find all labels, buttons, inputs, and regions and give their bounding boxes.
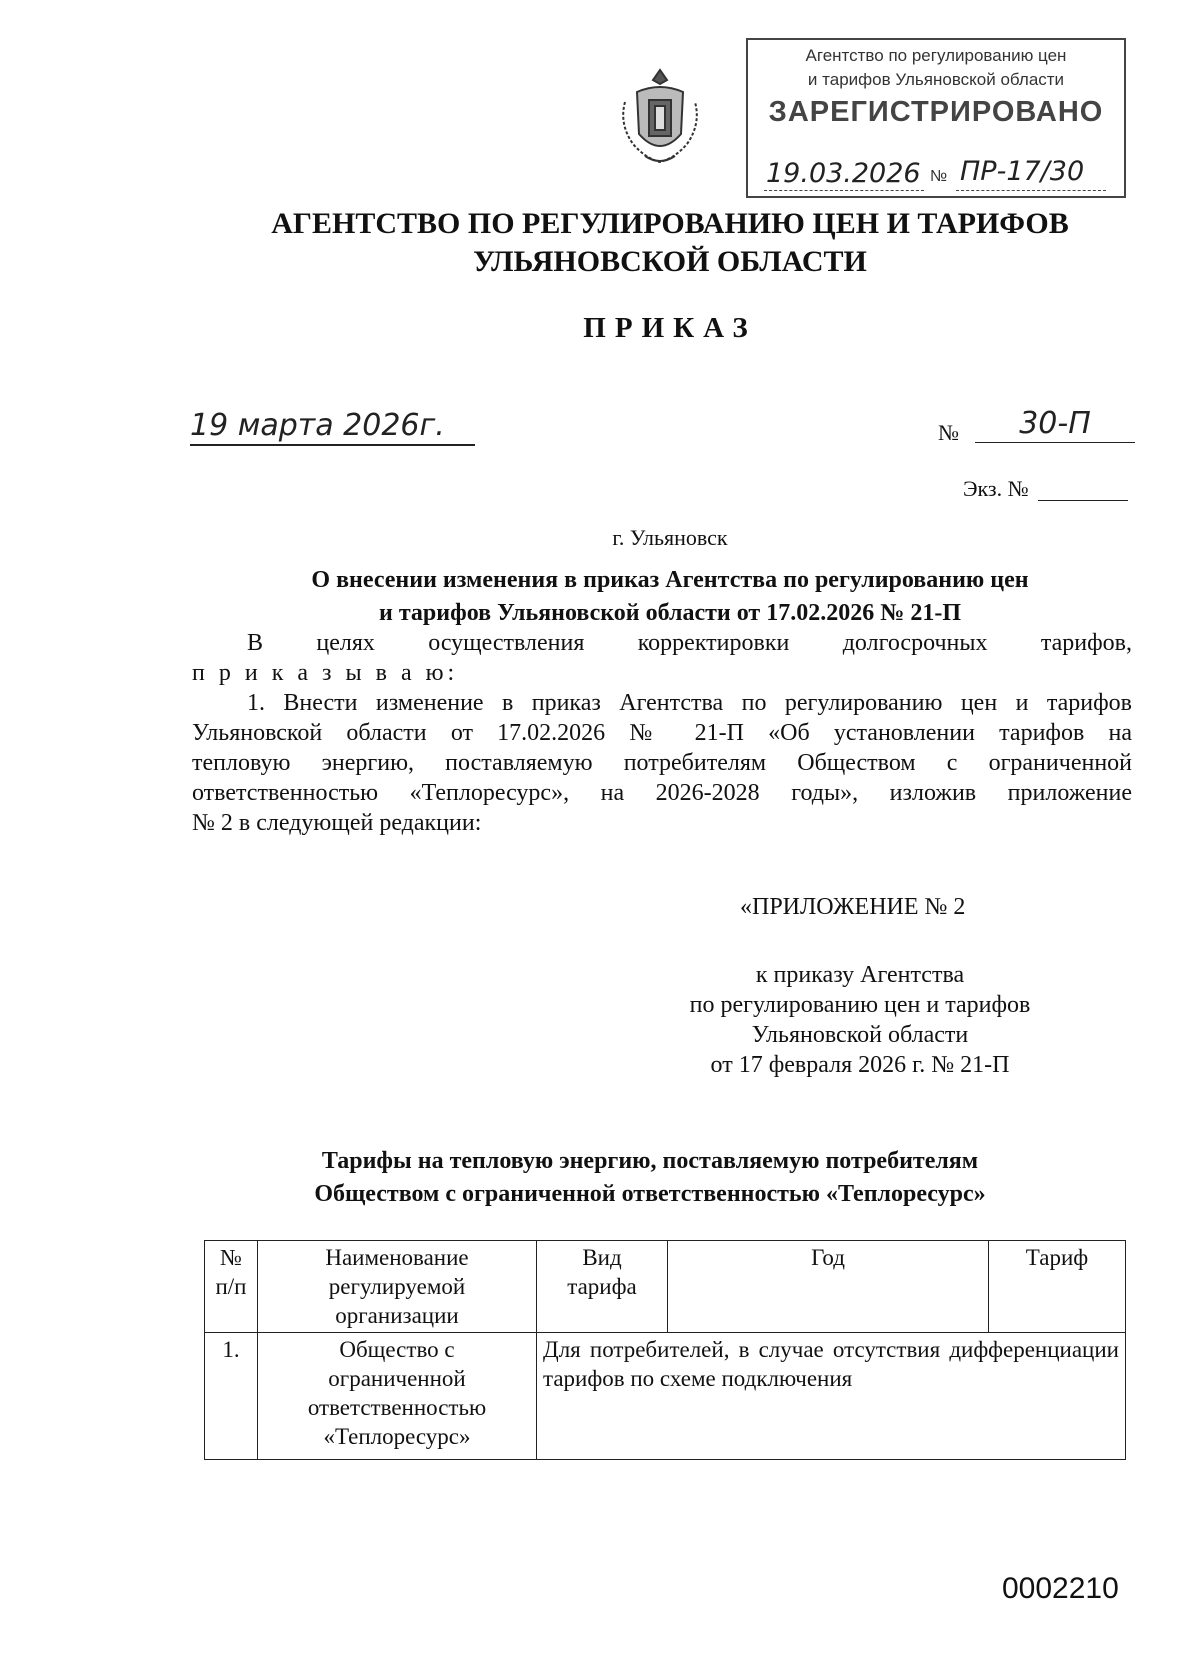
handwritten-order-number: 30-П xyxy=(975,406,1135,443)
item1-line1: 1. Внести изменение в приказ Агентства по регулированию цен и тарифов xyxy=(247,690,1132,716)
order-number-label: № xyxy=(938,420,959,445)
header-year: Год xyxy=(668,1241,989,1333)
row-org-name-line2: ограниченной xyxy=(328,1366,466,1391)
copy-number-label: Экз. № xyxy=(963,476,1029,501)
appendix-ref-line2: по регулированию цен и тарифов xyxy=(689,992,1031,1018)
header-org-name xyxy=(258,1241,537,1333)
appendix-ref-line4: от 17 февраля 2026 г. № 21-П xyxy=(710,1052,1010,1078)
stamp-number-label: № xyxy=(930,168,948,185)
header-org-name-line1: Наименование xyxy=(325,1245,469,1270)
copy-number-blank xyxy=(1038,500,1128,501)
stamp-number-underline xyxy=(956,190,1106,191)
stamp-number: ПР-17/30 xyxy=(960,156,1085,187)
header-num-line2: п/п xyxy=(215,1274,247,1299)
coat-of-arms-emblem xyxy=(615,62,705,172)
table-row xyxy=(205,1333,1126,1460)
table-header-row xyxy=(205,1241,1126,1333)
header-tariff-type xyxy=(537,1241,668,1333)
appendix-ref-line3: Ульяновской области xyxy=(751,1022,969,1048)
agency-heading-line1: АГЕНТСТВО ПО РЕГУЛИРОВАНИЮ ЦЕН И ТАРИФОВ xyxy=(271,207,1069,240)
header-org-name-line3: организации xyxy=(335,1303,459,1328)
row-org-name-line1: Общество с xyxy=(339,1337,455,1362)
header-num-line1: № xyxy=(220,1245,242,1270)
handwritten-order-date: 19 марта 2026г. xyxy=(190,408,475,446)
header-num xyxy=(205,1241,258,1333)
stamp-date-underline xyxy=(764,190,924,191)
intro-line1: В целях осуществления корректировки долгосрочных тарифов, xyxy=(247,630,1132,656)
header-org-name-line2: регулируемой xyxy=(328,1274,466,1299)
header-tariff-type-line1: Вид xyxy=(582,1245,622,1270)
row-org-name-line3: ответственностью xyxy=(307,1395,487,1420)
intro-line2: п р и к а з ы в а ю: xyxy=(192,660,459,686)
row-num: 1. xyxy=(205,1333,258,1460)
row-org-name-line4: «Теплоресурс» xyxy=(323,1424,471,1449)
item1-line2: Ульяновской области от 17.02.2026 № 21-П «Об установлении тарифов на xyxy=(192,720,1132,746)
item1-line5: № 2 в следующей редакции: xyxy=(192,810,482,836)
item1-line4: ответственностью «Теплоресурс», на 2026-2028 годы», изложив приложение xyxy=(192,780,1132,806)
agency-heading xyxy=(0,205,1200,281)
registration-stamp xyxy=(746,38,1126,198)
agency-heading-line2: УЛЬЯНОВСКОЙ ОБЛАСТИ xyxy=(473,245,867,278)
item1-line3: тепловую энергию, поставляемую потребителям Обществом с ограниченной xyxy=(192,750,1132,776)
stamp-date: 19.03.2026 xyxy=(766,158,921,189)
stamp-agency-line2: и тарифов Ульяновской области xyxy=(807,70,1065,89)
row-consumer-description: Для потребителей, в случае отсутствия дифференциации тарифов по схеме подключения xyxy=(537,1333,1126,1460)
tariff-table-title-line2: Обществом с ограниченной ответственностью «Теплоресурс» xyxy=(314,1181,986,1207)
order-subject xyxy=(0,564,1200,630)
tariff-table-title-line1: Тарифы на тепловую энергию, поставляемую потребителям xyxy=(321,1148,979,1174)
header-tariff: Тариф xyxy=(989,1241,1126,1333)
order-subject-line2: и тарифов Ульяновской области от 17.02.2026 № 21-П xyxy=(379,600,961,626)
header-tariff-type-line2: тарифа xyxy=(567,1274,637,1299)
appendix-reference xyxy=(650,960,1070,1080)
order-subject-line1: О внесении изменения в приказ Агентства по регулированию цен xyxy=(311,567,1029,593)
stamp-status: ЗАРЕГИСТРИРОВАНО xyxy=(768,96,1104,128)
document-type-title: ПРИКАЗ xyxy=(583,312,757,344)
tariff-table xyxy=(204,1240,1126,1460)
row-org-name xyxy=(258,1333,537,1460)
document-serial-code: 0002210 xyxy=(1002,1572,1119,1605)
appendix-title: «ПРИЛОЖЕНИЕ № 2 xyxy=(740,894,966,920)
appendix-ref-line1: к приказу Агентства xyxy=(755,962,965,988)
stamp-agency-line1: Агентство по регулированию цен xyxy=(805,46,1067,65)
city-line: г. Ульяновск xyxy=(612,525,728,550)
tariff-table-title xyxy=(0,1145,1200,1211)
